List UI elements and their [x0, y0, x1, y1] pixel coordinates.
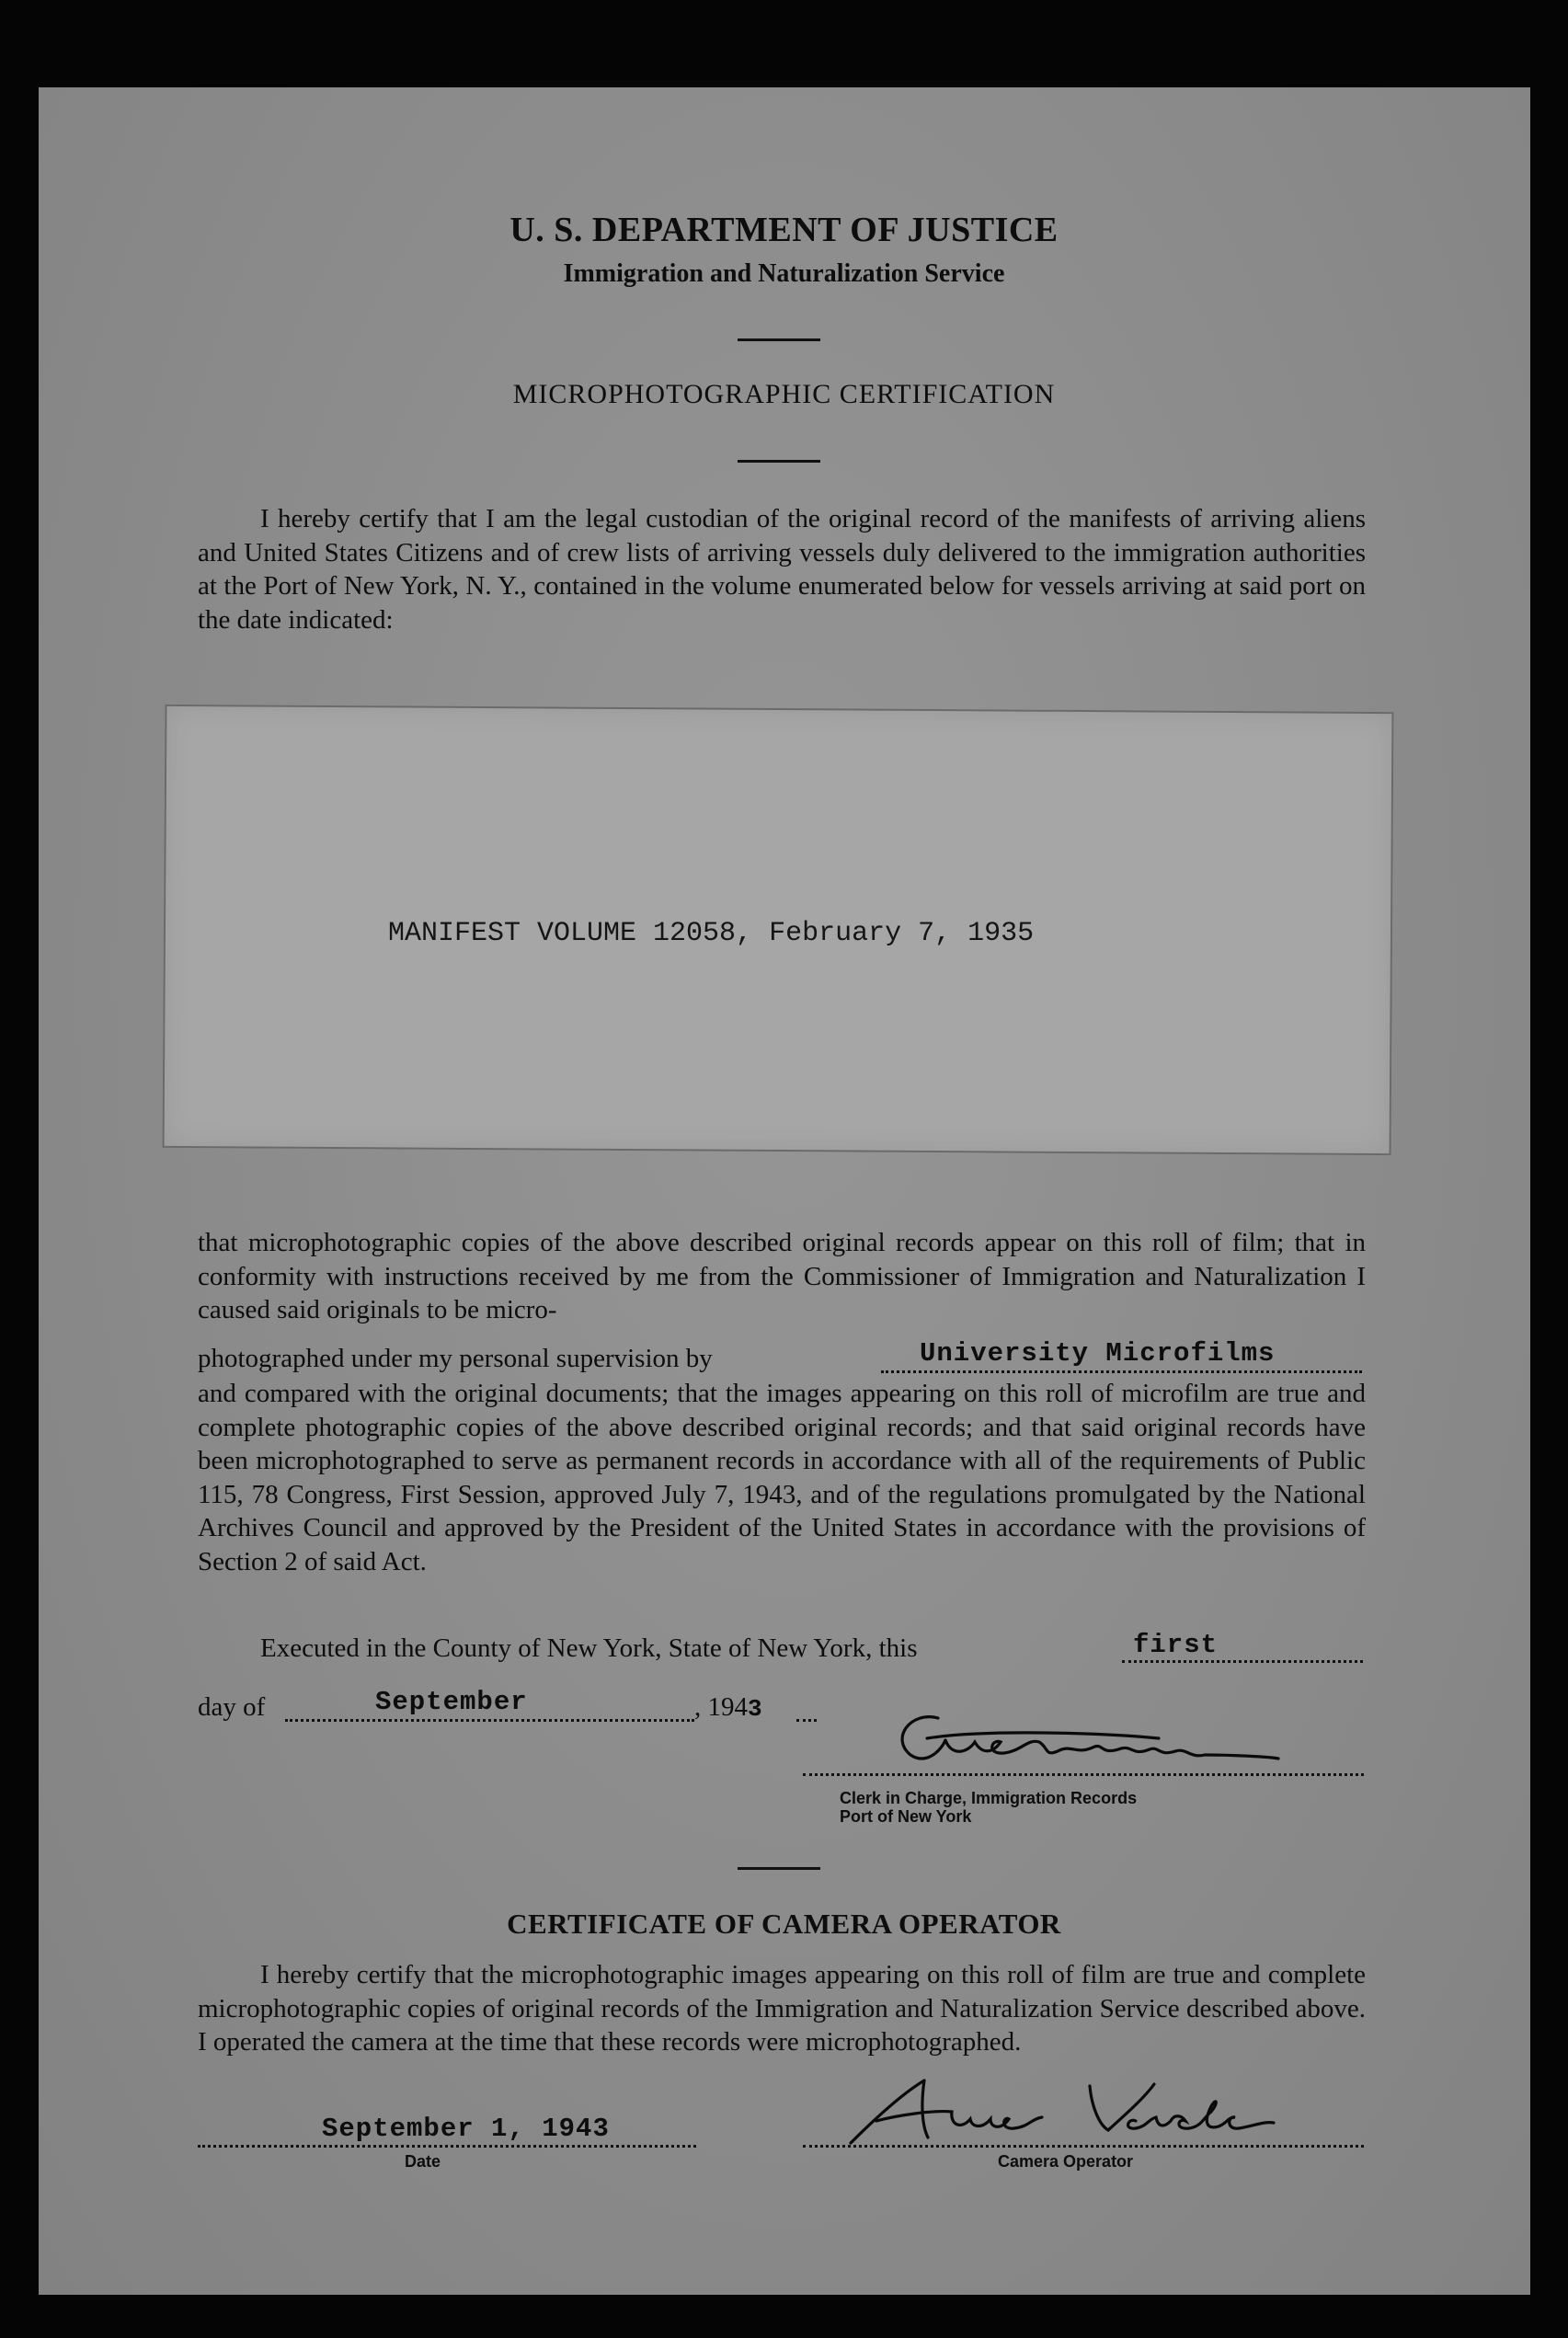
- date-dotted-line: [198, 2145, 696, 2148]
- camera-certificate-text: I hereby certify that the microphotographic images appearing on this roll of film are true and complete microphotographic copies of original records of the Immigration and Naturalization Service described above. I operated the camera at the time that these records were microphotographed.: [198, 1960, 1366, 2057]
- operator-dotted-line: [803, 2145, 1364, 2148]
- day-of-label: day of: [198, 1692, 266, 1722]
- clerk-signature: [883, 1702, 1288, 1775]
- clerk-caption: [840, 1789, 1137, 1826]
- date-caption: Date: [405, 2152, 441, 2171]
- clerk-caption-line-2: Port of New York: [840, 1807, 972, 1826]
- camera-certificate-title: CERTIFICATE OF CAMERA OPERATOR: [507, 1908, 1061, 1940]
- certification-body-1: that microphotographic copies of the above described original records appear on this roll of film; that in conformity with instructions received by me from the Commissioner of Immigration and Naturalization I caused said originals to be micro-: [198, 1228, 1366, 1324]
- executed-day-dotted-line: [1122, 1660, 1363, 1663]
- certification-body-2: and compared with the original documents; that the images appearing on this roll of microfilm are true and complete photographic copies of the above described original records; and that said original records have been microphotographed to serve as permanent records in accordance with all of the requirements of Public 115, 78 Congress, First Session, approved July 7, 1943, and of the regulations promulgated by the National Archives Council and approved by the President of the United States in accordance with the provisions of Section 2 of said Act.: [198, 1379, 1366, 1576]
- divider-rule: [738, 338, 820, 341]
- photographed-by-label: photographed under my personal supervision by: [198, 1344, 713, 1373]
- year-line: [694, 1692, 763, 1723]
- executed-day-value: first: [1133, 1630, 1219, 1660]
- clerk-caption-line-1: Clerk in Charge, Immigration Records: [840, 1789, 1138, 1807]
- year-prefix: , 194: [694, 1692, 748, 1722]
- service-subheading: Immigration and Naturalization Service: [563, 259, 1005, 288]
- certification-intro: I hereby certify that I am the legal custodian of the original record of the manifests of arriving aliens and United States Citizens and of crew lists of arriving vessels duly delivered to the immigration authorities at the Port of New York, N. Y., contained in the volume enumerated below for vessels arriving at said port on the date indicated:: [198, 504, 1366, 635]
- photographed-by-value: University Microfilms: [920, 1338, 1276, 1369]
- year-dotted-line: [796, 1719, 817, 1722]
- certification-title: MICROPHOTOGRAPHIC CERTIFICATION: [512, 379, 1056, 409]
- camera-operator-signature: [832, 2069, 1310, 2152]
- executed-label: Executed in the County of New York, State of New York, this: [260, 1633, 918, 1663]
- year-digit: 3: [748, 1695, 763, 1723]
- manifest-volume-text: MANIFEST VOLUME 12058, February 7, 1935: [388, 918, 1035, 949]
- month-value: September: [375, 1687, 528, 1717]
- date-value: September 1, 1943: [322, 2114, 610, 2144]
- photographed-by-line: [198, 1344, 713, 1374]
- divider-rule: [738, 1867, 820, 1870]
- divider-rule: [738, 460, 820, 463]
- executed-line: [260, 1633, 917, 1664]
- department-heading: U. S. DEPARTMENT OF JUSTICE: [509, 211, 1059, 249]
- photographed-by-dotted-line: [881, 1370, 1362, 1373]
- operator-caption: Camera Operator: [998, 2152, 1134, 2171]
- clerk-signature-dotted-line: [803, 1773, 1364, 1776]
- month-dotted-line: [285, 1719, 694, 1722]
